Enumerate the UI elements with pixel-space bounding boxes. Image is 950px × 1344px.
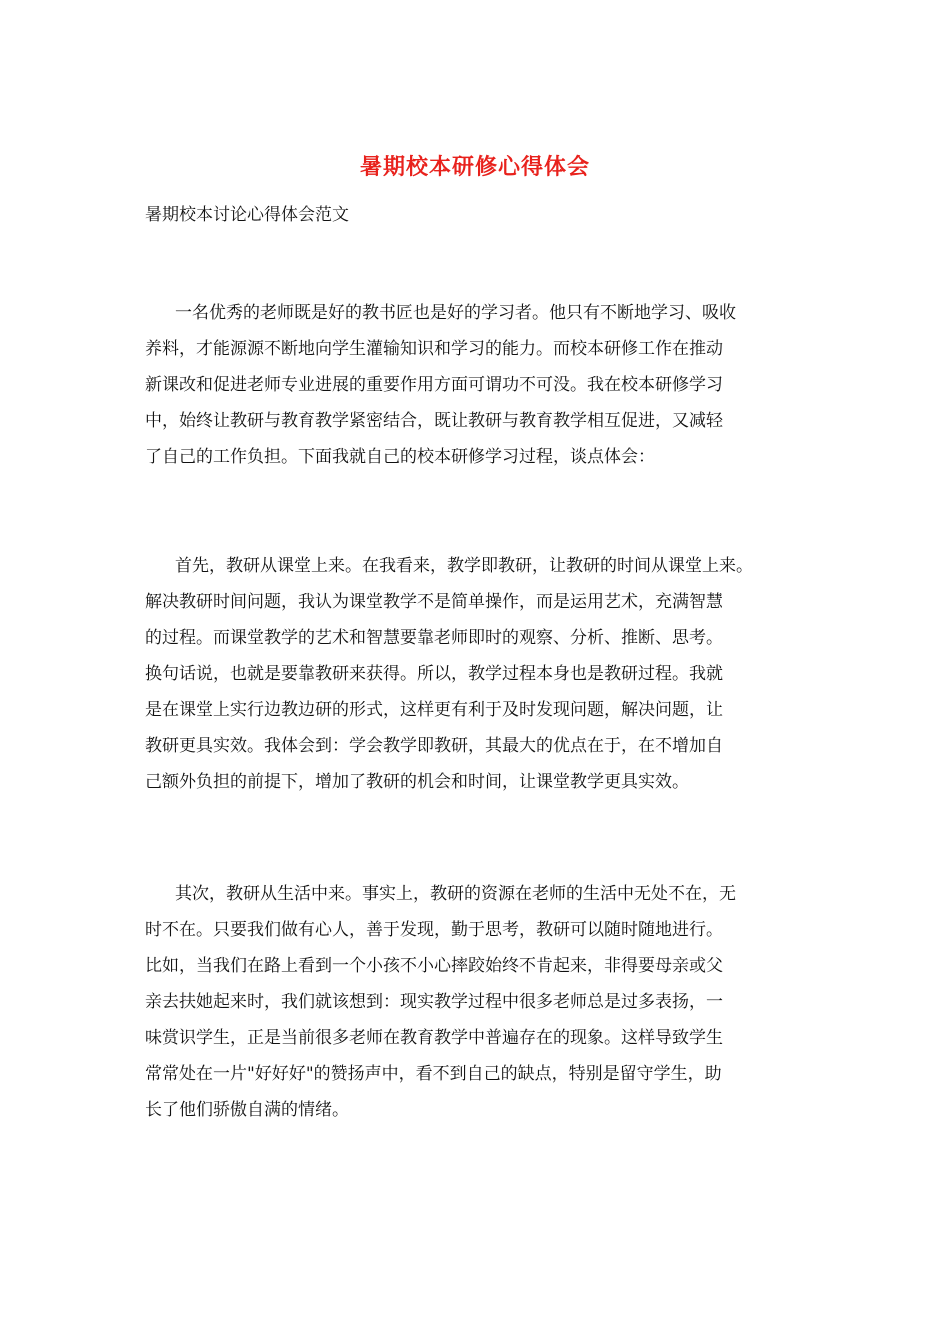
document-title: 暑期校本研修心得体会: [359, 154, 590, 180]
paragraph-line: 教研更具实效。我体会到：学会教学即教研，其最大的优点在于，在不增加自: [145, 736, 723, 756]
paragraph-line: 新课改和促进老师专业进展的重要作用方面可谓功不可没。我在校本研修学习: [145, 375, 723, 395]
paragraph-line: 己额外负担的前提下，增加了教研的机会和时间，让课堂教学更具实效。: [145, 772, 689, 792]
paragraph-line: 了自己的工作负担。下面我就自己的校本研修学习过程，谈点体会：: [145, 447, 655, 467]
paragraph-line: 时不在。只要我们做有心人，善于发现，勤于思考，教研可以随时随地进行。: [145, 920, 723, 940]
paragraph-line: 其次，教研从生活中来。事实上，教研的资源在老师的生活中无处不在，无: [175, 884, 736, 904]
paragraph-2: [145, 548, 825, 800]
document-subtitle: 暑期校本讨论心得体会范文: [145, 205, 349, 225]
paragraph-line: 是在课堂上实行边教边研的形式，这样更有利于及时发现问题，解决问题，让: [145, 700, 723, 720]
paragraph-line: 长了他们骄傲自满的情绪。: [145, 1100, 349, 1120]
paragraph-line: 换句话说，也就是要靠教研来获得。所以，教学过程本身也是教研过程。我就: [145, 664, 723, 684]
paragraph-line: 一名优秀的老师既是好的教书匠也是好的学习者。他只有不断地学习、吸收: [175, 303, 736, 323]
paragraph-line: 亲去扶她起来时，我们就该想到：现实教学过程中很多老师总是过多表扬，一: [145, 992, 723, 1012]
paragraph-line: 味赏识学生，正是当前很多老师在教育教学中普遍存在的现象。这样导致学生: [145, 1028, 723, 1048]
paragraph-1: [145, 295, 825, 475]
paragraph-3: [145, 876, 825, 1128]
paragraph-line: 的过程。而课堂教学的艺术和智慧要靠老师即时的观察、分析、推断、思考。: [145, 628, 723, 648]
paragraph-line: 常常处在一片"好好好"的赞扬声中，看不到自己的缺点，特别是留守学生，助: [145, 1064, 722, 1084]
paragraph-line: 首先，教研从课堂上来。在我看来，教学即教研，让教研的时间从课堂上来。: [175, 556, 753, 576]
paragraph-line: 比如，当我们在路上看到一个小孩不小心摔跤始终不肯起来，非得要母亲或父: [145, 956, 723, 976]
paragraph-line: 中，始终让教研与教育教学紧密结合，既让教研与教育教学相互促进，又减轻: [145, 411, 723, 431]
paragraph-line: 养料，才能源源不断地向学生灌输知识和学习的能力。而校本研修工作在推动: [145, 339, 723, 359]
paragraph-line: 解决教研时间问题，我认为课堂教学不是简单操作，而是运用艺术，充满智慧: [145, 592, 723, 612]
